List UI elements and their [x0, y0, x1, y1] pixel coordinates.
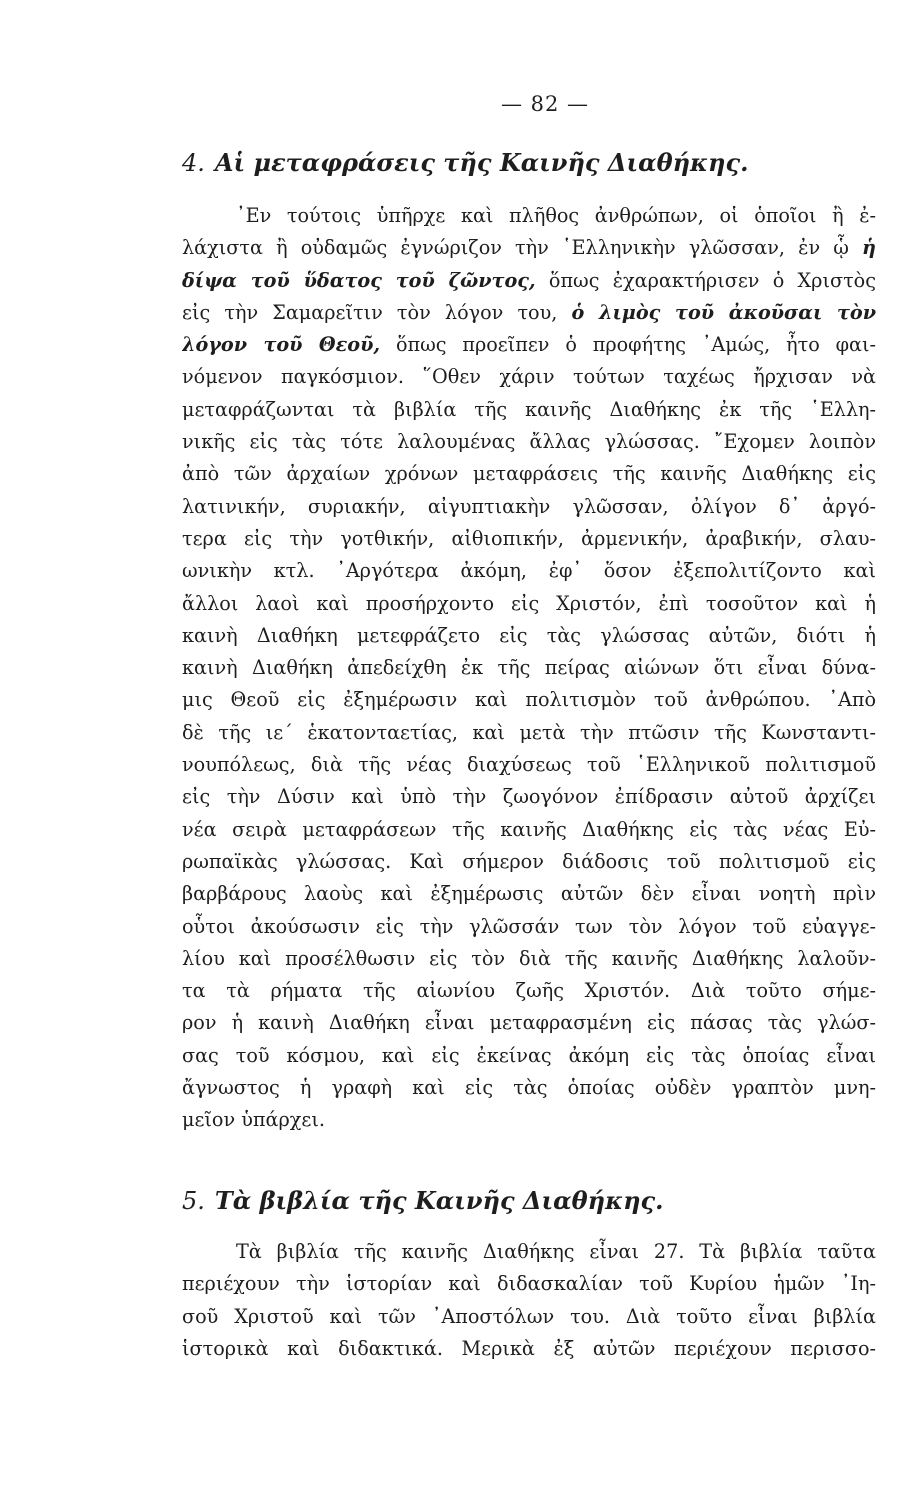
line-text: ρον ἡ καινὴ Διαθήκη εἶναι μεταφρασμένη εἰς πάσας τὰς γλώσ- — [182, 1011, 876, 1035]
text-line — [182, 1333, 876, 1365]
line-text: ωνικὴν κτλ. ᾿Αργότερα ἀκόμη, ἐφ᾿ ὅσον ἐξεπολιτίζοντο καὶ — [182, 559, 876, 583]
line-text: Τὰ βιβλία τῆς καινῆς Διαθήκης εἶναι 27. Τὰ βιβλία ταῦτα — [236, 1240, 876, 1263]
line-text: ἄγνωστος ἡ γραφὴ καὶ εἰς τὰς ὁποίας οὐδὲν γραπτὸν μνη- — [182, 1076, 876, 1100]
text-line — [182, 814, 876, 846]
line-text: ᾿Εν τούτοις ὑπῆρχε καὶ πλῆθος ἀνθρώπων, οἱ ὁποῖοι ἢ ἐ- — [236, 204, 876, 227]
text-line — [182, 394, 876, 426]
text-line — [182, 975, 876, 1007]
emphasis-text: ἡ — [862, 236, 876, 260]
text-line — [182, 717, 876, 749]
text-line — [182, 1301, 876, 1333]
line-text: ἀπὸ τῶν ἀρχαίων χρόνων μεταφράσεις τῆς καινῆς Διαθήκης εἰς — [182, 462, 876, 486]
line-text: τα τὰ ρήματα τῆς αἰωνίου ζωῆς Χριστόν. Διὰ τοῦτο σήμε- — [182, 979, 876, 1003]
section-4-paragraph — [182, 200, 876, 1137]
line-text: ὅπως προεῖπεν ὁ προφήτης ᾿Αμώς, ἦτο φαι- — [380, 333, 876, 357]
line-text: νέα σειρὰ μεταφράσεων τῆς καινῆς Διαθήκης εἰς τὰς νέας Εὐ- — [182, 817, 876, 841]
line-text: μεῖον ὑπάρχει. — [182, 1108, 325, 1132]
text-line — [182, 620, 876, 652]
line-text: ἱστορικὰ καὶ διδακτικά. Μερικὰ ἐξ αὐτῶν περιέχουν περισσο- — [182, 1336, 876, 1360]
line-text: νόμενον παγκόσμιον. ῞Οθεν χάριν τούτων ταχέως ἤρχισαν νὰ — [182, 365, 876, 389]
section-5-paragraph — [182, 1236, 876, 1365]
line-text: νικῆς εἰς τὰς τότε λαλουμένας ἄλλας γλώσσας. ῎Εχομεν λοιπὸν — [182, 430, 876, 454]
text-line — [182, 491, 876, 523]
line-text: εἰς τὴν Δύσιν καὶ ὑπὸ τὴν ζωογόνον ἐπίδρασιν αὐτοῦ ἀρχίζει — [182, 785, 876, 809]
section-heading-5 — [182, 1186, 664, 1215]
text-line — [182, 426, 876, 458]
emphasis-text: δίψα τοῦ ὕδατος τοῦ ζῶντος, — [182, 268, 536, 292]
text-line — [182, 684, 876, 716]
line-text: λατινικήν, συριακήν, αἰγυπτιακὴν γλῶσσαν, ὀλίγον δ᾿ ἀργό- — [182, 494, 876, 518]
line-text: μις Θεοῦ εἰς ἐξημέρωσιν καὶ πολιτισμὸν τοῦ ἀνθρώπου. ᾿Απὸ — [182, 688, 876, 712]
line-text: δὲ τῆς ιε΄ ἑκατονταετίας, καὶ μετὰ τὴν πτῶσιν τῆς Κωνσταντι- — [182, 720, 876, 744]
text-line — [182, 878, 876, 910]
line-text: μεταφράζωνται τὰ βιβλία τῆς καινῆς Διαθήκης ἐκ τῆς ῾Ελλη- — [182, 397, 876, 421]
line-text: εἰς τὴν Σαμαρεῖτιν τὸν λόγον του, — [182, 300, 572, 324]
text-line — [182, 943, 876, 975]
line-text: οὗτοι ἀκούσωσιν εἰς τὴν γλῶσσάν των τὸν λόγον τοῦ εὐαγγε- — [182, 914, 876, 938]
text-line — [182, 523, 876, 555]
text-line — [182, 781, 876, 813]
line-text: σοῦ Χριστοῦ καὶ τῶν ᾿Αποστόλων του. Διὰ τοῦτο εἶναι βιβλία — [182, 1304, 876, 1328]
section-title: Αἱ μεταφράσεις τῆς Καινῆς Διαθήκης. — [214, 148, 749, 177]
section-title: Τὰ βιβλία τῆς Καινῆς Διαθήκης. — [214, 1186, 664, 1215]
emphasis-text: λόγον τοῦ Θεοῦ, — [182, 333, 381, 357]
line-text: λάχιστα ἢ οὐδαμῶς ἐγνώριζον τὴν ῾Ελληνικὴν γλῶσσαν, ἐν ᾧ — [182, 236, 863, 260]
text-line — [182, 749, 876, 781]
text-line — [182, 846, 876, 878]
text-line — [182, 555, 876, 587]
text-line — [182, 652, 876, 684]
page-number: — 82 — — [500, 92, 590, 116]
section-number: 5. — [182, 1187, 205, 1215]
line-text: καινὴ Διαθήκη μετεφράζετο εἰς τὰς γλώσσας αὐτῶν, διότι ἡ — [182, 623, 876, 647]
text-line — [182, 1236, 876, 1268]
line-text: σας τοῦ κόσμου, καὶ εἰς ἐκείνας ἀκόμη εἰς τὰς ὁποίας εἶναι — [182, 1043, 876, 1067]
text-line — [182, 297, 876, 329]
text-line — [182, 200, 876, 232]
section-number: 4. — [182, 149, 205, 177]
text-line — [182, 911, 876, 943]
text-line — [182, 1007, 876, 1039]
text-line — [182, 265, 876, 297]
line-text: καινὴ Διαθήκη ἀπεδείχθη ἐκ τῆς πείρας αἰώνων ὅτι εἶναι δύνα- — [182, 656, 876, 680]
text-line — [182, 458, 876, 490]
text-line — [182, 1040, 876, 1072]
text-line — [182, 361, 876, 393]
line-text: βαρβάρους λαοὺς καὶ ἐξημέρωσις αὐτῶν δὲν εἶναι νοητὴ πρὶν — [182, 882, 876, 906]
text-line — [182, 588, 876, 620]
line-text: νουπόλεως, διὰ τῆς νέας διαχύσεως τοῦ ῾Ελληνικοῦ πολιτισμοῦ — [182, 753, 876, 777]
text-line — [182, 329, 876, 361]
text-line — [182, 1104, 876, 1136]
line-text: τερα εἰς τὴν γοτθικήν, αἰθιοπικήν, ἀρμενικήν, ἀραβικήν, σλαυ- — [182, 526, 876, 550]
text-line — [182, 1072, 876, 1104]
emphasis-text: ὁ λιμὸς τοῦ ἀκοῦσαι τὸν — [571, 300, 876, 324]
line-text: λίου καὶ προσέλθωσιν εἰς τὸν διὰ τῆς καινῆς Διαθήκης λαλοῦν- — [182, 946, 876, 970]
text-line — [182, 232, 876, 264]
line-text: ρωπαϊκὰς γλώσσας. Καὶ σήμερον διάδοσις τοῦ πολιτισμοῦ εἰς — [182, 849, 876, 873]
text-line — [182, 1268, 876, 1300]
line-text: ἄλλοι λαοὶ καὶ προσήρχοντο εἰς Χριστόν, ἐπὶ τοσοῦτον καὶ ἡ — [182, 591, 876, 615]
line-text: περιέχουν τὴν ἱστορίαν καὶ διδασκαλίαν τοῦ Κυρίου ἡμῶν ᾿Ιη- — [182, 1272, 876, 1296]
section-heading-4 — [182, 148, 748, 177]
line-text: ὅπως ἐχαρακτήρισεν ὁ Χριστὸς — [535, 268, 876, 292]
